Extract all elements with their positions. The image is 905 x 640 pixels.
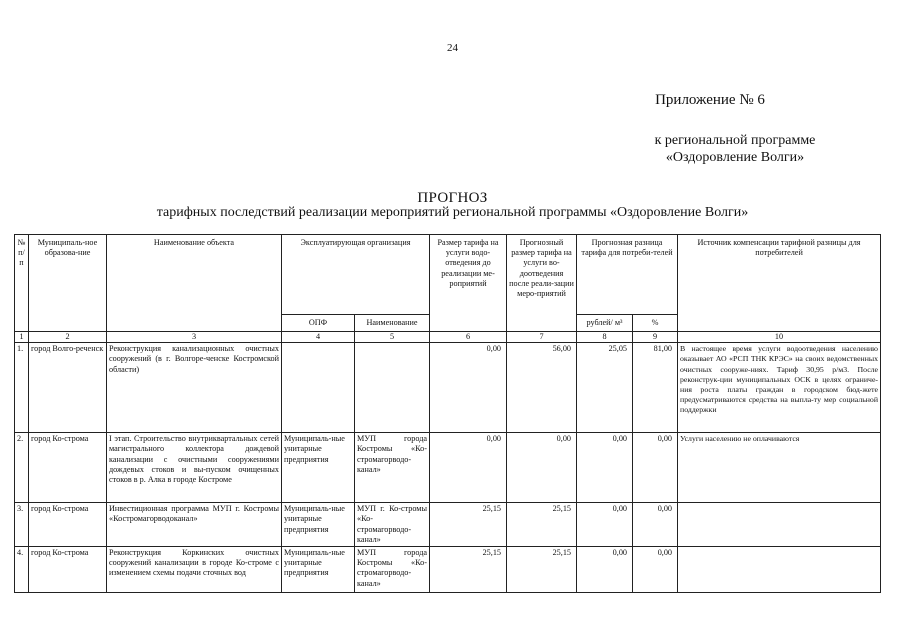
column-number: 8 (577, 332, 633, 343)
cell-municipality: город Волго-реченск (29, 343, 107, 433)
cell-source: В настоящее время услуги водоотведения населению оказывает АО «РСП ТНК КРЭС» на своих ведомственных очистных сооруже-ниях. Тариф 30,95 р/м3. После реконструк-ции муниципальных ОСК в целях ограниче-ния роста платы граждан в городском бюд-жете предусматриваются средства на выпла-ту мер социальной поддержки (678, 343, 881, 433)
cell-forecast: 0,00 (507, 433, 577, 503)
cell-org-name: МУП г. Ко-стромы «Ко-стромагорводо-канал» (355, 503, 430, 547)
cell-opf: Муниципаль-ные унитарные предприятия (282, 433, 355, 503)
column-number: 5 (355, 332, 430, 343)
cell-no: 2. (15, 433, 29, 503)
column-number: 9 (633, 332, 678, 343)
cell-opf: Муниципаль-ные унитарные предприятия (282, 547, 355, 593)
header-diff-pct: % (633, 315, 678, 332)
program-reference-name: «Оздоровление Волги» (665, 150, 805, 165)
header-tariff-diff: Прогнозная разница тарифа для потреби-телей (577, 235, 678, 315)
tariff-forecast-table (14, 234, 881, 593)
page-number: 24 (447, 42, 458, 54)
header-org-opf: ОПФ (282, 315, 355, 332)
cell-tariff: 0,00 (430, 343, 507, 433)
column-number: 7 (507, 332, 577, 343)
cell-forecast: 56,00 (507, 343, 577, 433)
program-reference-line: к региональной программе (654, 133, 816, 148)
header-municipality: Муниципаль-ное образова-ние (29, 235, 107, 332)
cell-source (678, 503, 881, 547)
cell-tariff: 25,15 (430, 503, 507, 547)
cell-municipality: город Ко-строма (29, 503, 107, 547)
cell-tariff: 25,15 (430, 547, 507, 593)
document-title: ПРОГНОЗ (417, 190, 488, 206)
cell-diff-pct: 0,00 (633, 503, 678, 547)
cell-municipality: город Ко-строма (29, 433, 107, 503)
cell-diff-rub: 0,00 (577, 503, 633, 547)
header-tariff-before: Размер тарифа на услуги водо-отведения до реализации ме-роприятий (430, 235, 507, 332)
table-row (15, 503, 881, 547)
cell-org-name: МУП города Костромы «Ко-стромагорводо-канал» (355, 547, 430, 593)
cell-no: 4. (15, 547, 29, 593)
cell-org-name (355, 343, 430, 433)
cell-no: 1. (15, 343, 29, 433)
column-number: 4 (282, 332, 355, 343)
column-number: 10 (678, 332, 881, 343)
document-subtitle: тарифных последствий реализации мероприятий региональной программы «Оздоровление Волги» (156, 205, 749, 220)
cell-diff-rub: 25,05 (577, 343, 633, 433)
cell-opf: Муниципаль-ные унитарные предприятия (282, 503, 355, 547)
header-operating-org: Эксплуатирующая организация (282, 235, 430, 315)
cell-diff-pct: 0,00 (633, 433, 678, 503)
table-row (15, 343, 881, 433)
cell-object: Реконструкция канализационных очистных сооружений (в г. Волгоре-ченске Костромской области) (107, 343, 282, 433)
cell-diff-rub: 0,00 (577, 433, 633, 503)
program-reference (630, 132, 840, 166)
cell-tariff: 0,00 (430, 433, 507, 503)
header-compensation-source: Источник компенсации тарифной разницы для потребителей (678, 235, 881, 332)
header-object: Наименование объекта (107, 235, 282, 332)
cell-source: Услуги населению не оплачиваются (678, 433, 881, 503)
header-org-name: Наименование (355, 315, 430, 332)
cell-object: I этап. Строительство внутриквартальных сетей магистрального коллектора дождевой канализации с очистными сооружениями дождевых стоков и вы-пуском очищенных стоков в р. Алка в городе Костроме (107, 433, 282, 503)
cell-diff-rub: 0,00 (577, 547, 633, 593)
column-number: 3 (107, 332, 282, 343)
appendix-label: Приложение № 6 (655, 92, 765, 108)
cell-diff-pct: 0,00 (633, 547, 678, 593)
cell-no: 3. (15, 503, 29, 547)
cell-org-name: МУП города Костромы «Ко-стромагорводо-канал» (355, 433, 430, 503)
table-row (15, 547, 881, 593)
header-diff-rub: рублей/ м³ (577, 315, 633, 332)
table-row (15, 433, 881, 503)
cell-object: Реконструкция Коркинских очистных сооружений канализации в городе Ко-строме с изменением схемы подачи сточных вод (107, 547, 282, 593)
cell-diff-pct: 81,00 (633, 343, 678, 433)
cell-forecast: 25,15 (507, 503, 577, 547)
column-number: 2 (29, 332, 107, 343)
cell-source (678, 547, 881, 593)
cell-opf (282, 343, 355, 433)
column-number: 6 (430, 332, 507, 343)
cell-object: Инвестиционная программа МУП г. Костромы «Костромагорводоканал» (107, 503, 282, 547)
column-number: 1 (15, 332, 29, 343)
header-no: № п/п (15, 235, 29, 332)
cell-municipality: город Ко-строма (29, 547, 107, 593)
header-tariff-forecast: Прогнозный размер тарифа на услуги во-доотведения после реали-зации меро-приятий (507, 235, 577, 332)
cell-forecast: 25,15 (507, 547, 577, 593)
